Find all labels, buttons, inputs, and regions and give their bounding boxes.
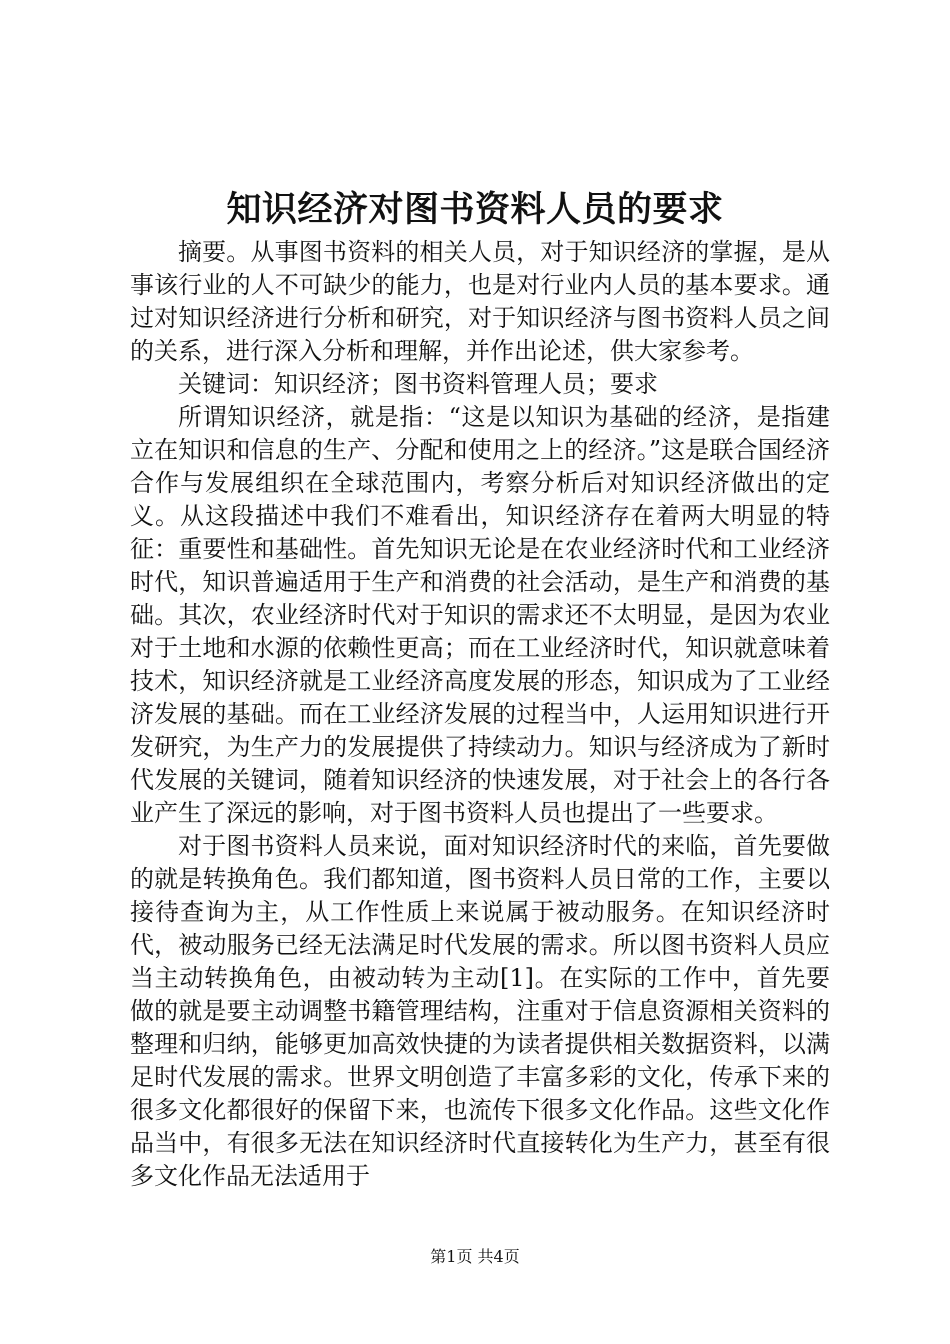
page-footer: 第1页 共4页 [430,1247,520,1266]
keywords-paragraph: 关键词：知识经济；图书资料管理人员；要求 [178,370,658,398]
body-paragraph: 所谓知识经济，就是指：“这是以知识为基础的经济，是指建立在知识和信息的生产、分配和使用之上的经济。”这是联合国经济合作与发展组织在全球范围内，考察分析后对知识经济做出的定义。从这段描述中我们不难看出，知识经济存在着两大明显的特征：重要性和基础性。首先知识无论是在农业经济时代和工业经济时代，知识普遍适用于生产和消费的社会活动，是生产和消费的基础。其次，农业经济时代对于知识的需求还不太明显，是因为农业对于土地和水源的依赖性更高；而在工业经济时代，知识就意味着技术，知识经济就是工业经济高度发展的形态，知识成为了工业经济发展的基础。而在工业经济发展的过程当中，人运用知识进行开发研究，为生产力的发展提供了持续动力。知识与经济成为了新时代发展的关键词，随着知识经济的快速发展，对于社会上的各行各业产生了深远的影响，对于图书资料人员也提出了一些要求。 [130,403,830,827]
document-body [130,236,830,1193]
body-paragraph: 对于图书资料人员来说，面对知识经济时代的来临，首先要做的就是转换角色。我们都知道，图书资料人员日常的工作，主要以接待查询为主，从工作性质上来说属于被动服务。在知识经济时代，被动服务已经无法满足时代发展的需求。所以图书资料人员应当主动转换角色，由被动转为主动[1]。在实际的工作中，首先要做的就是要主动调整书籍管理结构，注重对于信息资源相关资料的整理和归纳，能够更加高效快捷的为读者提供相关数据资料，以满足时代发展的需求。世界文明创造了丰富多彩的文化，传承下来的很多文化都很好的保留下来，也流传下很多文化作品。这些文化作品当中，有很多无法在知识经济时代直接转化为生产力，甚至有很多文化作品无法适用于 [130,832,830,1190]
document-title: 知识经济对图书资料人员的要求 [226,189,724,230]
abstract-paragraph: 摘要。从事图书资料的相关人员，对于知识经济的掌握，是从事该行业的人不可缺少的能力，也是对行业内人员的基本要求。通过对知识经济进行分析和研究，对于知识经济与图书资料人员之间的关系，进行深入分析和理解，并作出论述，供大家参考。 [130,238,830,365]
